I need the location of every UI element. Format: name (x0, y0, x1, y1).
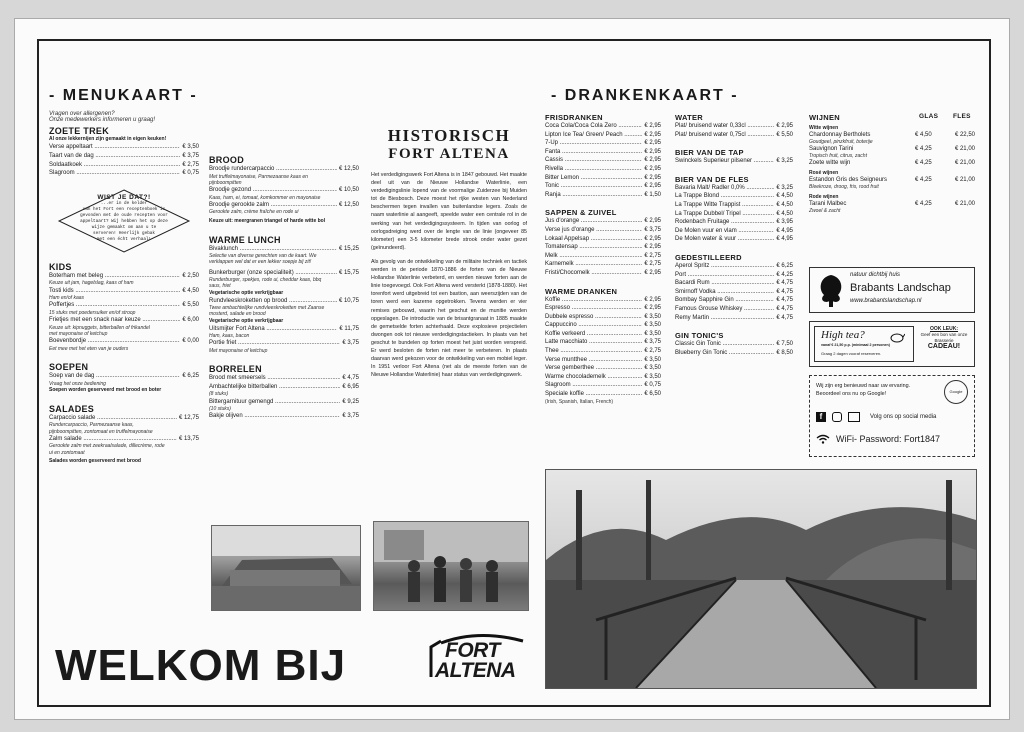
item-desc: (8 stuks) (209, 391, 229, 398)
menu-frame (37, 39, 991, 707)
drink-item: Lokaal Appelsap ..... € 2,95 (545, 235, 661, 244)
wine-item: Estandon Gris des Seigneurs € 4,25 € 21,00 (809, 177, 975, 184)
drink-item: Port ..... € 4,25 (675, 271, 793, 280)
menu-item: Brood met smeersels ..... € 4,75 (209, 374, 359, 383)
drink-item: Tomatensap ..... € 2,95 (545, 243, 661, 252)
drink-item: De Molen vuur en vlam ..... € 4,95 (675, 227, 793, 236)
drink-item: Koffie ..... € 2,95 (545, 296, 661, 305)
bier-fles-list (675, 184, 793, 244)
section-note: Al onze lekkernijen zijn gemaakt in eigen keuken! (49, 136, 167, 143)
wist-je-dat-line: gevonden met de oude recepten voor (80, 212, 168, 218)
frisdranken-list (545, 122, 661, 199)
wist-je-dat-line: ...er in de kelder (100, 200, 148, 206)
item-desc: Met truffelmayonaise, Parmezaanse kaas en pijnboompitten (209, 173, 308, 186)
high-tea-sub: vanaf € 21,50 p.p. (minimaal 2 personen) (821, 343, 890, 347)
welcome-title: WELKOM BIJ (55, 641, 347, 690)
section-note: Vegetarische optie verkrijgbaar (209, 289, 284, 296)
menu-item: Soep van de dag ..... € 6,25 (49, 372, 199, 381)
brabants-tag: natuur dichtbij huis (850, 272, 901, 278)
drink-item: Bombay Sapphire Gin ..... € 4,75 (675, 296, 793, 305)
menu-item: Uitsmijter Fort Altena ..... € 11,75 (209, 325, 359, 334)
gift-badge-big: CADEAU! (927, 343, 961, 350)
section-note: Salades worden geserveerd met brood (49, 457, 141, 464)
menu-item: Bakje olijven ..... € 3,75 (209, 412, 359, 421)
drink-item: Karnemelk ..... € 2,75 (545, 260, 661, 269)
wist-je-dat-line: met een écht verhaal! (96, 236, 152, 242)
menu-item: Portie friet ..... € 3,75 (209, 339, 359, 348)
wine-item: Chardonnay Bertholets € 4,50 € 22,50 (809, 132, 975, 138)
tree-icon (816, 273, 846, 307)
brabants-name: Brabants Landschap (850, 282, 951, 294)
drink-item: Aperol Spritz ..... € 6,25 (675, 262, 793, 271)
sappen-list (545, 217, 661, 277)
section-title: SOEPEN (49, 361, 89, 372)
social-text: Volg ons op social media (870, 414, 937, 420)
section-title: FRISDRANKEN (545, 113, 603, 122)
zoete-trek-list (49, 143, 199, 177)
wine-group-label: Rode wijnen (809, 193, 839, 200)
section-title: WATER (675, 113, 704, 122)
item-desc: Keuze uit jam, hagelslag, kaas of ham (49, 280, 134, 287)
drink-item: De Molen water & vuur ..... € 4,95 (675, 235, 793, 244)
facebook-icon[interactable]: f (816, 412, 826, 422)
item-desc: Twee ambachtelijke rundvleeskroketten met Zaanse mosterd, salade en brood (209, 305, 325, 318)
wine-group-label: Rosé wijnen (809, 170, 839, 177)
section-title: GEDESTILLEERD (675, 252, 742, 262)
menu-item: Verse appeltaart ..... € 3,50 (49, 143, 199, 152)
menu-item: Ambachtelijke bitterballen ..... € 6,95 (209, 383, 359, 392)
col-glas: GLAS (919, 113, 939, 120)
menu-item: Boevenbordje ..... € 0,00 (49, 337, 199, 346)
wine-desc: Zwoel & zacht (809, 207, 841, 214)
menu-item: Slagroom ..... € 0,75 (49, 169, 199, 178)
menu-item: Bivaklunch ..... € 15,25 (209, 245, 359, 254)
drink-item: Verse muntthee ..... € 3,50 (545, 356, 661, 365)
drink-item: Jus d'orange ..... € 2,95 (545, 217, 661, 226)
allergy-note-1: Vragen over allergenen? (49, 111, 115, 117)
drink-item: Coca Cola/Coca Cola Zero ..... € 2,95 (545, 122, 661, 131)
drink-item: Dubbele espresso ..... € 3,50 (545, 313, 661, 322)
drink-item: Fanta ..... € 2,95 (545, 148, 661, 157)
item-desc: Kaas, ham, ei, tomaat, komkommer en mayonaise (209, 194, 321, 201)
wist-je-dat-line: wijze gemaakt om aan u te (91, 224, 157, 230)
wine-list (809, 125, 975, 214)
instagram-icon[interactable] (832, 412, 842, 422)
menu-item: Tosti kids ..... € 4,50 (49, 287, 199, 296)
menu-item: Carpaccio salade ..... € 12,75 (49, 414, 199, 423)
soldiers-icon (374, 522, 528, 610)
menu-item: Taart van de dag ..... € 3,75 (49, 152, 199, 161)
section-note: Keuze uit: meergranen triangel of harde witte bol (209, 217, 326, 224)
high-tea-note: Graag 2 dagen vooraf reserveren. (821, 351, 882, 356)
gift-badge-text: Geef een bon van onze Brasserie (920, 332, 968, 343)
high-tea-inner (814, 326, 914, 362)
drink-item: Melk ..... € 2,75 (545, 252, 661, 261)
drink-item: Classic Gin Tonic ..... € 7,50 (675, 340, 793, 349)
item-desc: Ham en/of kaas (49, 295, 85, 302)
soldiers-photo (373, 521, 529, 611)
review-text: Beoordeel ons nu op Google! (816, 391, 887, 397)
google-badge[interactable]: Google (944, 380, 968, 404)
menu-left-column (49, 111, 199, 465)
bridge-landscape-icon (546, 470, 976, 688)
menu-item: Rundvleeskroketten op brood ..... € 10,75 (209, 297, 359, 306)
teapot-icon (889, 331, 905, 343)
warme-dranken-list (545, 296, 661, 399)
drink-item: Bavaria Malt/ Radler 0,0% ..... € 3,25 (675, 184, 793, 193)
bier-tap-list (675, 157, 793, 166)
drink-item: Rivella ..... € 2,95 (545, 165, 661, 174)
wifi-password: WiFi- Password: Fort1847 (836, 434, 941, 444)
drink-item: Smirnoff Vodka ..... € 4,75 (675, 288, 793, 297)
section-title: WIJNEN (809, 113, 840, 122)
section-note: Soepen worden geserveerd met brood en boter (49, 386, 162, 393)
drink-item: Lipton Ice Tea/ Green/ Peach ..... € 2,95 (545, 131, 661, 140)
drink-item: Speciale koffie ..... € 6,50 (545, 390, 661, 399)
wist-je-dat-title: WIST JE DAT?! (97, 193, 151, 201)
wifi-icon (816, 434, 830, 444)
section-title: BIER VAN DE FLES (675, 174, 749, 184)
drink-item: Slagroom ..... € 0,75 (545, 381, 661, 390)
drink-item: Koffie verkeerd ..... € 3,50 (545, 330, 661, 339)
drinks-column-2 (675, 113, 793, 357)
menu-item: Broodje gerookte zalm ..... € 12,50 (209, 201, 359, 210)
section-note: (Irish, Spanish, Italian, French) (545, 398, 614, 405)
menu-sheet (14, 18, 1010, 720)
wine-desc: Tropisch fruit, citrus, zacht (809, 153, 867, 160)
history-column (371, 127, 527, 379)
history-title-line: FORT ALTENA (388, 146, 510, 162)
drink-item: Fristi/Chocomelk ..... € 2,95 (545, 269, 661, 278)
drink-item: 7-Up ..... € 2,95 (545, 139, 661, 148)
wine-item: Sauvignon Tarini € 4,25 € 21,00 (809, 146, 975, 153)
logo-line: ALTENA (435, 659, 516, 682)
gift-badge-title: OOK LEUK: (929, 326, 959, 332)
menu-item: Frietjes met een snack naar keuze ..... € 6,00 (49, 316, 199, 325)
menu-item: Zalm salade ..... € 13,75 (49, 435, 199, 444)
drinks-column-1 (545, 113, 661, 405)
allergy-note-2: Onze medewerkers informeren u graag! (49, 117, 156, 124)
menu-item: Broodje gezond ..... € 10,50 (209, 186, 359, 195)
drink-item: Latte macchiato ..... € 3,75 (545, 338, 661, 347)
menu-item: Soldaatkoek ..... € 2,75 (49, 161, 199, 170)
menu-item: Boterham met beleg ..... € 2,50 (49, 272, 199, 281)
item-desc: Keuze uit: kipnuggets, bitterballen of frikandel met mayonaise of ketchup (49, 324, 150, 337)
drink-item: Remy Martin ..... € 4,75 (675, 314, 793, 323)
drankenkaart-header: - DRANKENKAART - (551, 87, 739, 104)
wist-je-dat-line: appeltaart? Wij hebben het op deze (80, 218, 168, 224)
fort-building-icon (212, 526, 360, 610)
item-desc: Gerookte zalm met zeekraalsalade, dillecrème, rode ui en zontomaat (49, 443, 165, 456)
history-paragraph: Als gevolg van de ontwikkeling van de militaire techniek en tactiek werden in de periode 1870-1886 de forten van de Nieuwe Hollandse Waterlinie verbeterd, en werden nieuwe forten aan de linie toegevoegd. Ook Fort Altena werd versterkt (1878-1880). Het torenfort werd uitgebreid tot een bastion, aan weerszijden van de toren werd een kazerne opgetrokken. Tevens werden er vier remises gebouwd, waarin het geschut en de munitie werden opgeslagen. De introductie van de brisantgranaat in 1885 maakte de gemetselde forten achterhaald. Deze explosieve projectielen dwongen ook tot nieuwe verdedigingstactieken. In plaats van het geschut te bundelen op forten moest het juist worden verspreid. Er werd besloten de forten niet meer te verbeteren. In plaats daarvan werd gekozen voor de ontwikkeling van een mobiel leger. In 1951 verloor Fort Altena (net als de meeste forten van de Nieuwe Hollandse Waterlinie) haar status van verdedigingswerk. (371, 258, 527, 379)
wines-header (809, 113, 975, 122)
section-title: BIER VAN DE TAP (675, 148, 744, 158)
item-desc: 15 stuks met poedersuiker en/of stroop (49, 309, 136, 316)
item-desc: (10 stuks) (209, 406, 231, 413)
drink-item: Bitter Lemon ..... € 2,95 (545, 174, 661, 183)
wist-je-dat-box (57, 188, 191, 254)
drink-item: La Trappe Dubbel/ Tripel ..... € 4,50 (675, 210, 793, 219)
logo-line: FORT (445, 639, 500, 662)
fort-bridge-photo (545, 469, 977, 689)
wine-desc: Goudgeel, pinzkfruit, boterije (809, 139, 873, 145)
high-tea-box (809, 321, 975, 367)
drink-item: Espresso ..... € 2,95 (545, 304, 661, 313)
item-desc: Selectie van diverse gerechten van de kaart. We verklappen wel dat er een lekker soepje bij zit! (209, 253, 317, 266)
kids-list (49, 272, 199, 352)
section-title: BORRELEN (209, 364, 262, 375)
menukaart-header: - MENUKAART - (49, 87, 198, 104)
menu-second-column (209, 155, 359, 421)
drink-item: Verse jus d'orange ..... € 3,75 (545, 226, 661, 235)
drink-item: Plat/ bruisend water 0,33cl ..... € 2,95 (675, 122, 793, 131)
item-desc: Met mayonaise of ketchup (209, 347, 268, 354)
high-tea-title: High tea? (821, 329, 865, 341)
history-title-line: HISTORISCH (387, 126, 511, 145)
gift-badge (916, 326, 972, 350)
item-desc: Rundercarpaccio, Parmezaanse kaas, pijnboompitten, zontomaat en truffelmayonaise (49, 422, 153, 435)
contact-box (809, 375, 975, 457)
drink-item: Swinckels Superieur pilsener ..... € 3,25 (675, 157, 793, 166)
section-title: WARME LUNCH (209, 234, 281, 245)
drink-item: Cappuccino ..... € 3,50 (545, 321, 661, 330)
wine-item: Zoete witte wijn € 4,25 € 21,00 (809, 160, 975, 167)
drink-item: Ranja ..... € 1,50 (545, 191, 661, 200)
drink-item: Rodenbach Fruitage ..... € 3,95 (675, 218, 793, 227)
item-desc: Vraag het onze bediening (49, 380, 106, 387)
drink-item: Bacardi Rum ..... € 4,75 (675, 279, 793, 288)
col-fles: FLES (953, 113, 971, 120)
section-title: SALADES (49, 403, 95, 414)
drink-item: La Trappe Witte Trappist ..... € 4,50 (675, 201, 793, 210)
drink-item: Verse gemberthee ..... € 3,50 (545, 364, 661, 373)
item-desc: Eet mee met het eten van je ouders (49, 345, 129, 352)
wist-je-dat-line: serveren! Heerlijk gebak (93, 230, 155, 236)
wist-je-dat-line: van het Fort een receptenboek is (82, 206, 166, 212)
gin-tonics-list (675, 340, 793, 357)
drink-item: Thee ..... € 2,75 (545, 347, 661, 356)
menu-item: Bunkerburger (onze specialiteit) ..... € 15,75 (209, 269, 359, 278)
fort-altena-logo (423, 631, 533, 691)
drink-item: Tonic ..... € 2,95 (545, 182, 661, 191)
section-title: ZOETE TREK (49, 126, 110, 137)
wine-desc: Bleekroze, droog, fris, rood fruit (809, 184, 879, 191)
brabants-landschap-logo (809, 267, 975, 313)
section-note: Vegetarische optie verkrijgbaar (209, 317, 284, 324)
wine-group-label: Witte wijnen (809, 125, 839, 131)
section-title: GIN TONIC'S (675, 331, 724, 341)
wine-item: Tarani Malbec € 4,25 € 21,00 (809, 200, 975, 207)
item-desc: Ham, kaas, bacon (209, 333, 250, 340)
menu-item: Broodje rundercarpaccio ..... € 12,50 (209, 165, 359, 174)
gedestilleerd-list (675, 262, 793, 322)
drink-item: Cassis ..... € 2,95 (545, 156, 661, 165)
section-title: SAPPEN & ZUIVEL (545, 208, 617, 218)
history-paragraph: Het verdedigingswerk Fort Altena is in 1847 gebouwd. Het maakte deel uit van de Nieuwe Hollandse Waterlinie, een verdedigingslinie lopend van de voormalige Zuiderzee bij Muiden tot de Biesbosch. Deze moest het rijke westen van Nederland beschermen tegen invallen van buitenlandse legers. Zoals de naam waterlinie al aangeeft, speelde water een centrale rol in de werking van het verdedigingssysteem. In tijden van oorlog of oorlogsdreiging werd over de lengte van de linie (ongeveer 85 kilometer) een 3-5 kilometer brede strook onder water gezet (geïnundeerd). (371, 172, 527, 251)
brabants-url: www.brabantslandschap.nl (850, 298, 922, 304)
section-title: BROOD (209, 155, 244, 165)
section-title: KIDS (49, 261, 72, 272)
email-icon[interactable] (848, 412, 860, 422)
fort-photo (211, 525, 361, 611)
history-title (371, 127, 527, 163)
drink-item: Blueberry Gin Tonic ..... € 8,50 (675, 349, 793, 358)
drink-item: Plat/ bruisend water 0,75cl ..... € 5,50 (675, 131, 793, 140)
wines-column (809, 113, 975, 214)
review-text: Wij zijn erg benieuwd naar uw ervaring. (816, 383, 911, 389)
drink-item: Famous Grouse Whiskey ..... € 4,75 (675, 305, 793, 314)
section-title: WARME DRANKEN (545, 286, 618, 296)
item-desc: Gerookte zalm, crème fraîche en rode ui (209, 209, 299, 216)
menu-item: Bittergarnituur gemengd ..... € 9,25 (209, 398, 359, 407)
drink-item: La Trappe Blond ..... € 4,50 (675, 192, 793, 201)
water-list (675, 122, 793, 139)
drink-item: Warme chocolademelk ..... € 3,50 (545, 373, 661, 382)
item-desc: Runderburger, spekjes, rode ui, cheddar kaas, bbq saus, friet (209, 277, 322, 290)
menu-item: Poffertjes ..... € 5,50 (49, 301, 199, 310)
